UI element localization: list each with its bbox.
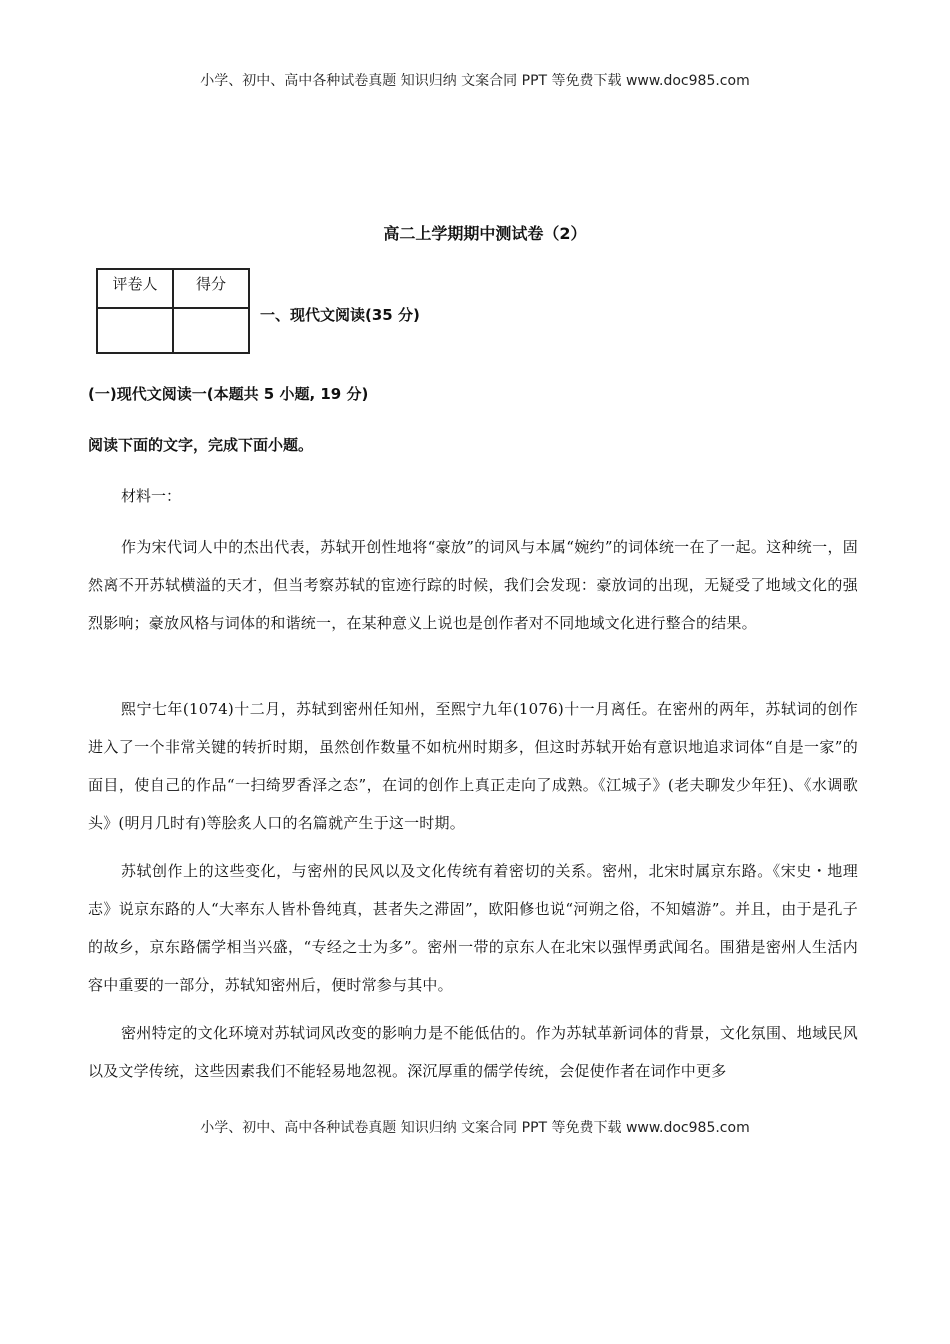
score-table [96,268,250,354]
score-cell [173,308,249,353]
paragraph: 密州特定的文化环境对苏轼词风改变的影响力是不能低估的。作为苏轼革新词体的背景，文化氛围、地域民风以及文学传统，这些因素我们不能轻易地忽视。深沉厚重的儒学传统，会促使作者在词作中更多 [88,1024,858,1080]
header-banner: 小学、初中、高中各种试卷真题 知识归纳 文案合同 PPT 等免费下载 www.doc985.com [200,73,750,89]
exam-title: 高二上学期期中测试卷（2） [383,224,587,243]
reading-instruction: 阅读下面的文字，完成下面小题。 [88,436,314,454]
material-label: 材料一： [121,487,182,505]
footer-banner: 小学、初中、高中各种试卷真题 知识归纳 文案合同 PPT 等免费下载 www.doc985.com [200,1120,750,1136]
grader-cell [97,308,173,353]
section-heading: 一、现代文阅读(35 分) [260,306,420,324]
paragraph: 作为宋代词人中的杰出代表，苏轼开创性地将“豪放”的词风与本属“婉约”的词体统一在了一起。这种统一，固然离不开苏轼横溢的天才，但当考察苏轼的宦迹行踪的时候，我们会发现：豪放词的出现，无疑受了地域文化的强烈影响；豪放风格与词体的和谐统一，在某种意义上说也是创作者对不同地域文化进行整合的结果。 [88,538,858,632]
score-header: 得分 [173,269,249,308]
paragraph: 苏轼创作上的这些变化，与密州的民风以及文化传统有着密切的关系。密州，北宋时属京东路。《宋史・地理志》说京东路的人“大率东人皆朴鲁纯真，甚者失之滞固”，欧阳修也说“河朔之俗，不知嬉游”。并且，由于是孔子的故乡，京东路儒学相当兴盛，“专经之士为多”。密州一带的京东人在北宋以强悍勇武闻名。围猎是密州人生活内容中重要的一部分，苏轼知密州后，便时常参与其中。 [88,862,858,994]
grader-header: 评卷人 [97,269,173,308]
subsection-heading: (一)现代文阅读一(本题共 5 小题, 19 分) [88,385,369,403]
paragraph: 熙宁七年(1074)十二月，苏轼到密州任知州，至熙宁九年(1076)十一月离任。在密州的两年，苏轼词的创作进入了一个非常关键的转折时期，虽然创作数量不如杭州时期多，但这时苏轼开始有意识地追求词体“自是一家”的面目，使自己的作品“一扫绮罗香泽之态”，在词的创作上真正走向了成熟。《江城子》(老夫聊发少年狂)、《水调歌头》(明月几时有)等脍炙人口的名篇就产生于这一时期。 [88,700,858,832]
